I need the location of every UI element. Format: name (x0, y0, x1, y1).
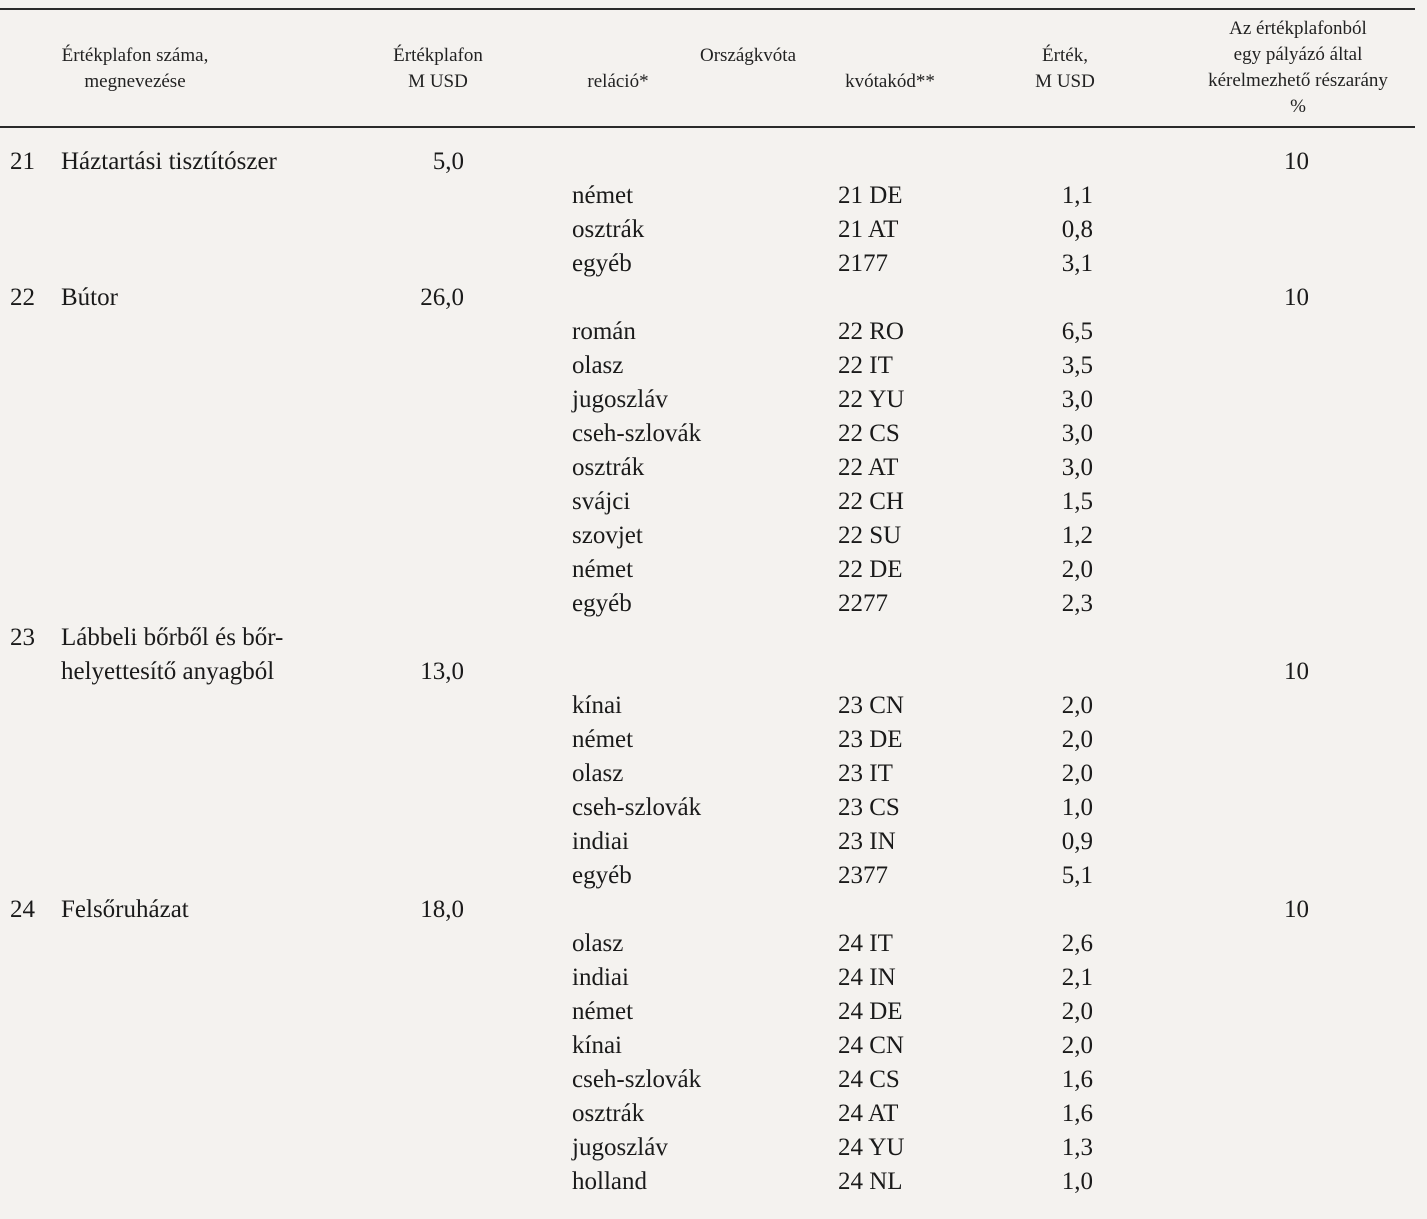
quota-row (0, 349, 1427, 383)
share-percent: 10 (1284, 658, 1309, 685)
quota-relation: osztrák (572, 1100, 645, 1127)
quota-value: 1,0 (1061, 794, 1093, 821)
quota-row (0, 553, 1427, 587)
table-body (0, 145, 1427, 1199)
quota-relation: holland (572, 1168, 647, 1195)
quota-code: 24 YU (838, 1134, 905, 1161)
header-share: Az értékplafonból egy pályázó által kérelmezhető részarány % (1208, 18, 1388, 117)
quota-value: 1,5 (1061, 488, 1093, 515)
ceiling-number: 24 (10, 896, 35, 923)
quota-relation: német (572, 998, 634, 1025)
quota-code: 23 CS (838, 794, 900, 821)
quota-row (0, 859, 1427, 893)
quota-code: 24 CN (838, 1032, 904, 1059)
header-value: Érték, M USD (1035, 45, 1095, 92)
ceiling-name: Lábbeli bőrből és bőr- helyettesítő anyagból (61, 624, 284, 685)
ceiling-number: 22 (10, 284, 35, 311)
ceiling-row (0, 621, 1427, 689)
quota-relation: kínai (572, 692, 622, 719)
quota-relation: egyéb (572, 590, 632, 617)
header-ceiling-value: Értékplafon M USD (393, 45, 483, 92)
quota-row (0, 1131, 1427, 1165)
quota-code: 24 CS (838, 1066, 900, 1093)
quota-relation: indiai (572, 828, 629, 855)
quota-value: 2,0 (1061, 692, 1093, 719)
ceiling-value: 5,0 (432, 148, 464, 175)
quota-row (0, 417, 1427, 451)
quota-value: 2,3 (1061, 590, 1093, 617)
quota-value: 1,2 (1061, 522, 1093, 549)
quota-row (0, 383, 1427, 417)
ceiling-row (0, 281, 1427, 315)
quota-relation: német (572, 556, 634, 583)
ceiling-name: Felsőruházat (61, 896, 189, 923)
quota-row (0, 1063, 1427, 1097)
header-country-quota: Országkvóta (699, 45, 797, 66)
quota-relation: egyéb (572, 250, 632, 277)
quota-row (0, 451, 1427, 485)
quota-relation: olasz (572, 930, 624, 957)
quota-value: 2,0 (1061, 726, 1093, 753)
quota-value: 2,0 (1061, 556, 1093, 583)
quota-code: 22 SU (838, 522, 902, 549)
quota-code: 24 NL (838, 1168, 903, 1195)
quota-value: 3,0 (1061, 420, 1093, 447)
quota-code: 23 CN (838, 692, 904, 719)
quota-code: 24 DE (838, 998, 903, 1025)
quota-value: 5,1 (1061, 862, 1093, 889)
quota-code: 2277 (838, 590, 888, 617)
quota-value: 1,6 (1061, 1066, 1093, 1093)
quota-code: 22 AT (838, 454, 899, 481)
ceiling-value: 18,0 (420, 896, 464, 923)
ceiling-name: Bútor (61, 284, 118, 311)
quota-value: 1,6 (1061, 1100, 1093, 1127)
top-rule (0, 8, 1415, 10)
quota-code: 2177 (838, 250, 888, 277)
quota-code: 22 CH (838, 488, 904, 515)
quota-code: 24 IN (838, 964, 896, 991)
quota-relation: egyéb (572, 862, 632, 889)
quota-code: 22 DE (838, 556, 903, 583)
ceiling-number: 23 (10, 624, 35, 651)
quota-relation: osztrák (572, 454, 645, 481)
ceiling-name: Háztartási tisztítószer (61, 148, 277, 175)
quota-relation: olasz (572, 760, 624, 787)
quota-code: 21 AT (838, 216, 899, 243)
quota-row (0, 1029, 1427, 1063)
quota-row (0, 519, 1427, 553)
ceiling-number: 21 (10, 148, 35, 175)
quota-row (0, 1097, 1427, 1131)
share-percent: 10 (1284, 148, 1309, 175)
quota-code: 22 RO (838, 318, 904, 345)
quota-value: 2,0 (1061, 998, 1093, 1025)
ceiling-value: 26,0 (420, 284, 464, 311)
quota-row (0, 825, 1427, 859)
quota-relation: jugoszláv (572, 386, 668, 413)
quota-code: 22 YU (838, 386, 905, 413)
quota-row (0, 587, 1427, 621)
quota-value: 3,5 (1061, 352, 1093, 379)
quota-value: 1,1 (1061, 182, 1093, 209)
quota-relation: svájci (572, 488, 631, 515)
quota-row (0, 961, 1427, 995)
quota-row (0, 995, 1427, 1029)
quota-relation: román (572, 318, 636, 345)
quota-code: 22 IT (838, 352, 893, 379)
quota-row (0, 179, 1427, 213)
quota-relation: osztrák (572, 216, 645, 243)
quota-value: 3,1 (1061, 250, 1093, 277)
quota-row (0, 485, 1427, 519)
quota-code: 24 AT (838, 1100, 899, 1127)
ceiling-row (0, 145, 1427, 179)
header-quota-code: kvótakód** (845, 71, 935, 92)
quota-code: 23 IN (838, 828, 896, 855)
quota-relation: cseh-szlovák (572, 794, 702, 821)
quota-value: 0,9 (1061, 828, 1093, 855)
quota-row (0, 757, 1427, 791)
quota-row (0, 213, 1427, 247)
quota-code: 21 DE (838, 182, 903, 209)
share-percent: 10 (1284, 284, 1309, 311)
quota-row (0, 247, 1427, 281)
quota-row (0, 1165, 1427, 1199)
header-rule (0, 126, 1415, 128)
quota-relation: cseh-szlovák (572, 1066, 702, 1093)
quota-value: 1,0 (1061, 1168, 1093, 1195)
quota-relation: jugoszláv (572, 1134, 668, 1161)
quota-relation: cseh-szlovák (572, 420, 702, 447)
quota-value: 1,3 (1061, 1134, 1093, 1161)
quota-row (0, 927, 1427, 961)
quota-relation: szovjet (572, 522, 643, 549)
quota-value: 3,0 (1061, 454, 1093, 481)
quota-value: 2,1 (1061, 964, 1093, 991)
quota-relation: német (572, 726, 634, 753)
quota-code: 2377 (838, 862, 888, 889)
quota-value: 2,0 (1061, 760, 1093, 787)
header-ceiling-name: Értékplafon száma, megnevezése (61, 45, 209, 92)
quota-relation: kínai (572, 1032, 622, 1059)
quota-row (0, 689, 1427, 723)
header-relation: reláció* (587, 71, 649, 92)
quota-value: 3,0 (1061, 386, 1093, 413)
quota-row (0, 791, 1427, 825)
ceiling-value: 13,0 (420, 658, 464, 685)
quota-value: 6,5 (1061, 318, 1093, 345)
quota-row (0, 315, 1427, 349)
quota-value: 0,8 (1061, 216, 1093, 243)
quota-relation: német (572, 182, 634, 209)
quota-code: 23 IT (838, 760, 893, 787)
quota-code: 22 CS (838, 420, 900, 447)
quota-value: 2,0 (1061, 1032, 1093, 1059)
quota-code: 24 IT (838, 930, 893, 957)
quota-relation: indiai (572, 964, 629, 991)
ceiling-row (0, 893, 1427, 927)
quota-code: 23 DE (838, 726, 903, 753)
quota-relation: olasz (572, 352, 624, 379)
quota-value: 2,6 (1061, 930, 1093, 957)
quota-row (0, 723, 1427, 757)
share-percent: 10 (1284, 896, 1309, 923)
